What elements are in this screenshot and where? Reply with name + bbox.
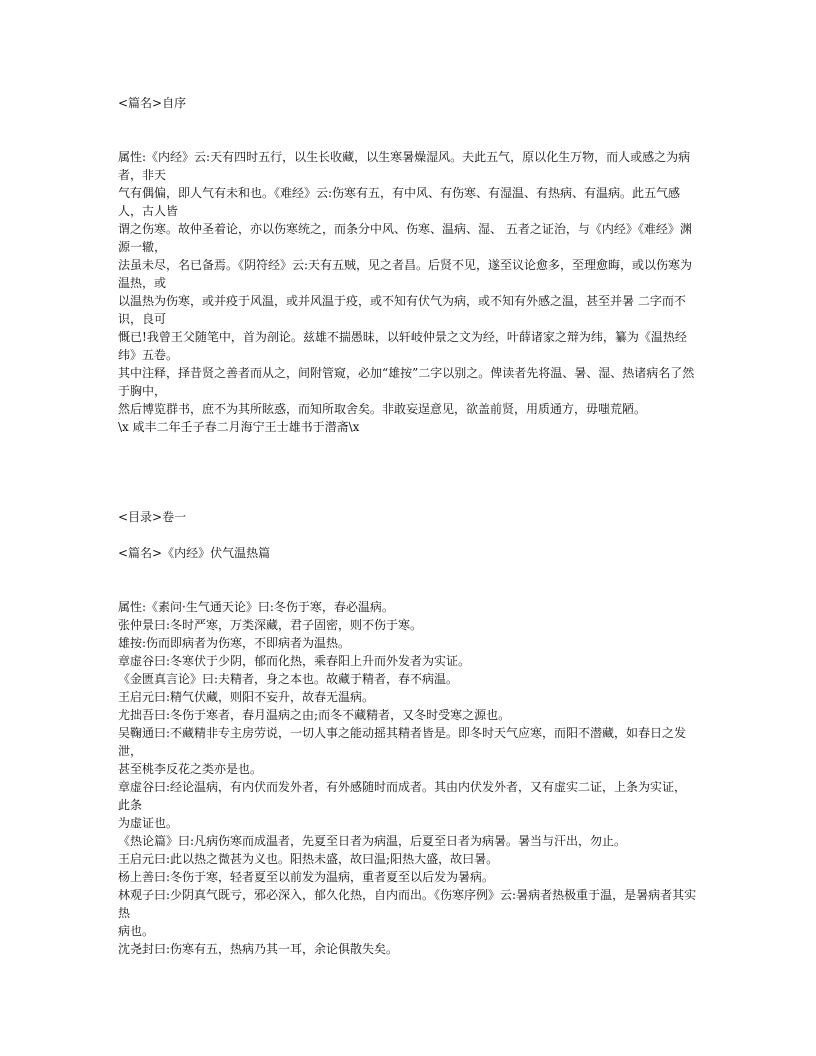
- signature-line: \x 咸丰二年壬子春二月海宁王士雄书于潜斋\x: [118, 420, 360, 434]
- text-line: 《热论篇》曰:凡病伤寒而成温者，先夏至日者为病温，后夏至日者为病暑。暑当与汗出，勿止。: [118, 834, 627, 848]
- text-line: 其中注释，择昔贤之善者而从之，间附管窥，必加“雄按”二字以别之。俾读者先将温、暑、湿、热诸病名了然于胸中，: [118, 366, 695, 398]
- text-line: 尤拙吾曰:冬伤于寒者，春月温病之由;而冬不藏精者，又冬时受寒之源也。: [118, 708, 511, 722]
- text-line: 王启元曰:精气伏藏，则阳不妄升，故春无温病。: [118, 690, 375, 704]
- chapter-body: [118, 598, 698, 958]
- text-line: 谓之伤寒。故仲圣着论，亦以伤寒统之，而条分中风、伤寒、温病、湿、 五者之证治，与《内经》《难经》渊源一辙，: [118, 222, 692, 254]
- text-line: 慨已!我曾王父随笔中，首为剖论。兹雄不揣愚昧，以轩岐仲景之文为经，叶薛诸家之辩为纬，纂为《温热经纬》五卷。: [118, 330, 687, 362]
- text-line: 法虽未尽，名已备焉。《阴符经》云:天有五贼，见之者昌。后贤不见，遂至议论愈多，至理愈晦，或以伤寒为温热，或: [118, 258, 693, 290]
- text-line: 张仲景曰:冬时严寒，万类深藏，君子固密，则不伤于寒。: [118, 618, 423, 632]
- text-line: 属性:《素问·生气通天论》曰:冬伤于寒，春必温病。: [118, 600, 394, 614]
- text-line: 沈尧封曰:伤寒有五，热病乃其一耳，余论俱散失矣。: [118, 942, 399, 956]
- text-line: 然后博览群书，庶不为其所眩惑，而知所取舍矣。非敢妄逞意见，欲盖前贤，用质通方，毋嗤荒陋。: [118, 402, 647, 416]
- document-page: [118, 94, 698, 958]
- text-line: 王启元曰:此以热之微甚为义也。阳热未盛，故曰温;阳热大盛，故曰暑。: [118, 852, 499, 866]
- text-line: 林观子曰:少阴真气既亏，邪必深入，郁久化热，自内而出。《伤寒序例》云:暑病者热极重于温，是暑病者其实热: [118, 888, 697, 920]
- text-line: 以温热为伤寒，或并疫于风温，或并风温于疫，或不知有伏气为病，或不知有外感之温，甚至并暑 二字而不识，良可: [118, 294, 686, 326]
- chapter-heading: <篇名>《内经》伏气温热篇: [118, 546, 271, 560]
- preface-heading: <篇名>自序: [118, 96, 187, 110]
- text-line: 章虚谷曰:冬寒伏于少阴，郁而化热，乘春阳上升而外发者为实证。: [118, 654, 471, 668]
- text-line: 章虚谷曰:经论温病，有内伏而发外者，有外感随时而成者。其由内伏发外者，又有虚实二证，上条为实证，此条: [118, 780, 687, 812]
- text-line: 雄按:伤而即病者为伤寒，不即病者为温热。: [118, 636, 351, 650]
- text-line: 气有偶偏，即人气有未和也。《难经》云:伤寒有五，有中风、有伤寒、有湿温、有热病、有温病。此五气感人，古人皆: [118, 186, 681, 218]
- text-line: 《金匮真言论》曰:夫精者，身之本也。故藏于精者，春不病温。: [118, 672, 459, 686]
- text-line: 甚至桃李反花之类亦是也。: [118, 762, 263, 776]
- toc-heading: <目录>卷一: [118, 510, 187, 524]
- text-line: 吴鞠通曰:不藏精非专主房劳说，一切人事之能动摇其精者皆是。即冬时天气应寒，而阳不潜藏，如春日之发泄，: [118, 726, 687, 758]
- text-line: 为虚证也。: [118, 816, 179, 830]
- preface-body: [118, 148, 698, 436]
- text-line: 杨上善曰:冬伤于寒，轻者夏至以前发为温病，重者夏至以后发为暑病。: [118, 870, 495, 884]
- text-line: 病也。: [118, 924, 155, 938]
- text-line: 属性:《内经》云:天有四时五行，以生长收藏，以生寒暑燥湿风。夫此五气，原以化生万物，而人或感之为病者，非天: [118, 150, 691, 182]
